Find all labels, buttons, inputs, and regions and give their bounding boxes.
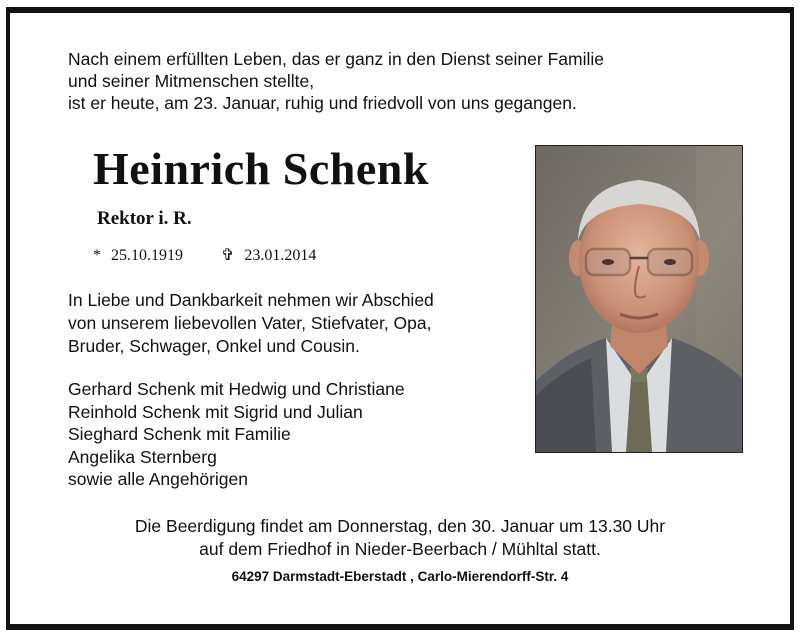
intro-text: [68, 48, 604, 114]
farewell-line: von unserem liebevollen Vater, Stiefvater, Opa,: [68, 313, 432, 333]
family-member: Sieghard Schenk mit Familie: [68, 424, 291, 444]
intro-line: ist er heute, am 23. Januar, ruhig und friedvoll von uns gegangen.: [68, 93, 577, 113]
family-member: Reinhold Schenk mit Sigrid und Julian: [68, 401, 363, 422]
death-date: 23.01.2014: [244, 247, 317, 264]
family-member: Angelika Sternberg: [68, 446, 217, 467]
portrait-photo: [535, 145, 743, 453]
farewell-text: [68, 289, 434, 358]
funeral-line: auf dem Friedhof in Nieder-Beerbach / Mühltal statt.: [199, 539, 601, 559]
birth-symbol: *: [93, 247, 101, 264]
death-symbol: ✞: [221, 247, 235, 264]
family-member: Gerhard Schenk mit Hedwig und Christiane: [68, 379, 405, 399]
family-list: [68, 378, 405, 491]
farewell-line: In Liebe und Dankbarkeit nehmen wir Abschied: [68, 290, 434, 310]
funeral-line: Die Beerdigung findet am Donnerstag, den 30. Januar um 13.30 Uhr: [134, 516, 666, 536]
intro-line: und seiner Mitmenschen stellte,: [68, 71, 315, 91]
deceased-name: Heinrich Schenk: [93, 143, 429, 194]
intro-line: Nach einem erfüllten Leben, das er ganz in den Dienst seiner Familie: [68, 49, 604, 69]
life-dates: [93, 245, 322, 265]
family-member: sowie alle Angehörigen: [68, 469, 248, 489]
birth-date: 25.10.1919: [111, 247, 183, 264]
farewell-line: Bruder, Schwager, Onkel und Cousin.: [68, 336, 360, 356]
address: 64297 Darmstadt-Eberstadt , Carlo-Mierendorff-Str. 4: [231, 569, 569, 584]
funeral-notice: [20, 515, 780, 561]
deceased-title: Rektor i. R.: [97, 208, 192, 229]
